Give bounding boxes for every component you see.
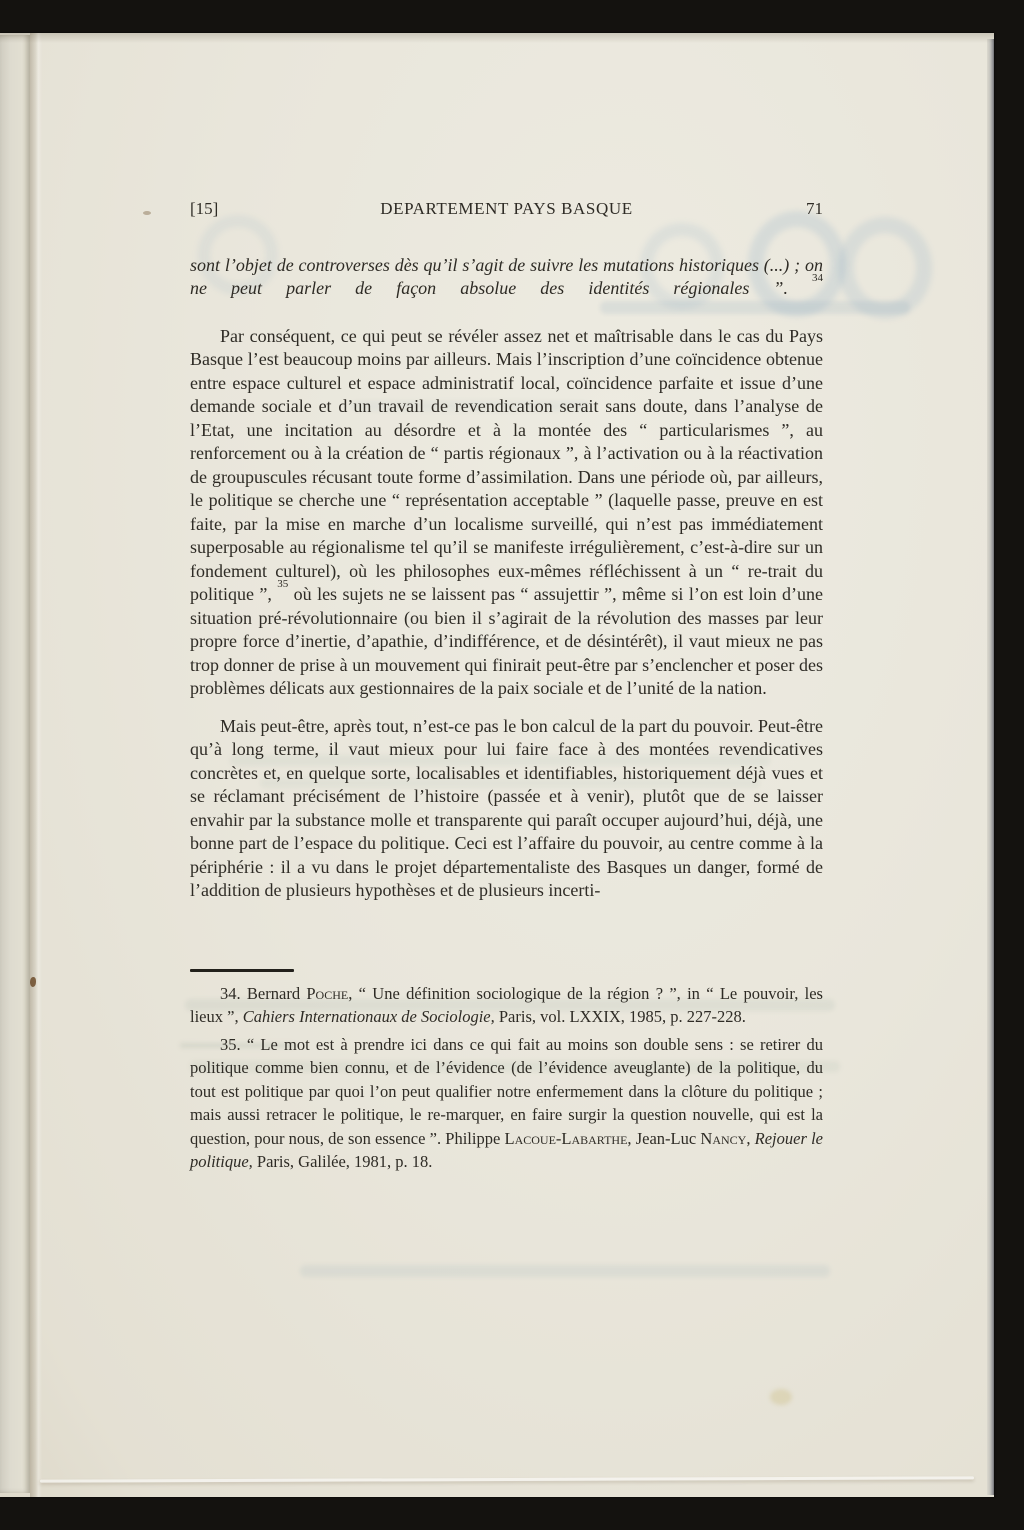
running-head <box>190 197 823 221</box>
text-segment: , Jean-Luc <box>627 1128 701 1148</box>
page-bottom-crease <box>40 1476 974 1482</box>
page-top-shadow <box>0 33 994 43</box>
footnote-reference: 34 <box>812 272 823 284</box>
text-segment: sont l’objet de controverses dès qu’il s’agit de suivre les mutations historiques (...) ; on ne peut parler de façon absolue des identités régionales ”. <box>190 254 823 298</box>
text-segment: Cahiers Internationaux de Sociologie, <box>242 1007 495 1026</box>
show-through-artifact <box>838 217 932 319</box>
paper-stain <box>770 1389 792 1405</box>
text-segment: , <box>746 1128 755 1148</box>
footnote-separator-rule <box>190 969 294 972</box>
paper-speck <box>143 211 151 215</box>
footnote-35 <box>190 1033 823 1174</box>
body-paragraph-1 <box>190 325 823 701</box>
text-segment: , “ Une définition sociologique de la région ? ”, in “ Le pouvoir, les lieux ”, <box>190 983 823 1026</box>
footnote-34 <box>190 982 823 1029</box>
text-segment: Nancy <box>700 1128 747 1148</box>
scanned-book-page <box>0 33 994 1497</box>
page-number: 71 <box>806 199 823 218</box>
body-paragraph-2 <box>190 715 823 903</box>
text-segment: Paris, Galilée, 1981, p. 18. <box>252 1152 433 1171</box>
text-segment: 35. “ Le mot est à prendre ici dans ce qui fait au moins son double sens : se retirer du politique comme bien connu, et de l’évidence (de l’évidence aveuglante) de la politique, du tout est politique par quoi l’on peut qualifier notre enfermement dans la clôture du politique ; mais aussi retracer le politique, le re-marquer, en faire surgir la question nouvelle, qui est la question, pour nous, de son essence ”. Philippe <box>190 1034 823 1148</box>
text-segment: Poche <box>306 983 349 1003</box>
text-segment: Paris, vol. LXXIX, 1985, p. 227-228. <box>494 1007 746 1026</box>
printed-text-block <box>190 197 823 1174</box>
text-segment: Mais peut-être, après tout, n’est-ce pas le bon calcul de la part du pouvoir. Peut-être qu’à long terme, il vaut mieux pour lui faire face à des montées revendicatives concrètes et, en quelque sorte, localisables et identifiables, historiquement déjà vues et se réclamant précisément de l’histoire (passée et à venir), plutôt que de se laisser envahir par la substance molle et transparente qui paraît occuper aujourd’hui, déjà, une bonne part de l’espace du politique. Ceci est l’affaire du pouvoir, au centre comme à la périphérie : il a vu dans le projet départementaliste des Basques un danger, formé de l’addition de plusieurs hypothèses et de plusieurs incerti- <box>190 715 823 900</box>
quotation-continuation <box>190 254 823 301</box>
footnote-reference: 35 <box>277 578 289 590</box>
show-through-artifact <box>300 1265 830 1277</box>
binding-crease <box>30 33 42 1497</box>
text-segment: Lacoue-Labarthe <box>504 1128 628 1148</box>
text-segment: où les sujets ne se laissent pas “ assujettir ”, même si l’on est loin d’une situation pré-révolutionnaire (ou bien il s’agirait de la révolution des masses par leur propre force d’inertie, d’apathie, d’indifférence, et de désintérêt), il vaut mieux ne pas trop donner de prise à un mouvement qui finirait peut-être par s’enclencher et poser des problèmes délicats aux gestionnaires de la paix sociale et de l’unité de la nation. <box>190 584 823 698</box>
page-thickness-edge <box>987 39 994 1495</box>
text-segment: Rejouer le politique, <box>190 1128 823 1171</box>
article-page-ref: [15] <box>190 199 219 218</box>
text-segment: Par conséquent, ce qui peut se révéler assez net et maîtrisable dans le cas du Pays Basque l’est beaucoup moins par ailleurs. Mais l’inscription d’une coïncidence obtenue entre espace culturel et espace administratif local, coïncidence parfaite et issue d’une demande sociale et d’un travail de revendication serait sans doute, dans l’analyse de l’Etat, une incitation au désordre et à la montée des “ particularismes ”, au renforcement ou à la création de “ partis régionaux ”, à l’activation ou à la réactivation de groupuscules récusant toute forme d’assimilation. Dans une période où, par ailleurs, le politique se cherche une “ représentation acceptable ” (laquelle passe, preuve en est faite, par la mise en marche d’un localisme surveillé, qui n’est pas immédiatement superposable au régionalisme tel qu’il se manifeste irrégulièrement, c’est-à-dire sur un fondement culturel), où les philosophes eux-mêmes réfléchissent à un “ re-trait du politique ”, <box>190 325 823 604</box>
underlying-page-edges <box>0 35 30 1493</box>
running-title: DEPARTEMENT PAYS BASQUE <box>380 199 633 218</box>
text-segment: 34. Bernard <box>220 983 307 1003</box>
